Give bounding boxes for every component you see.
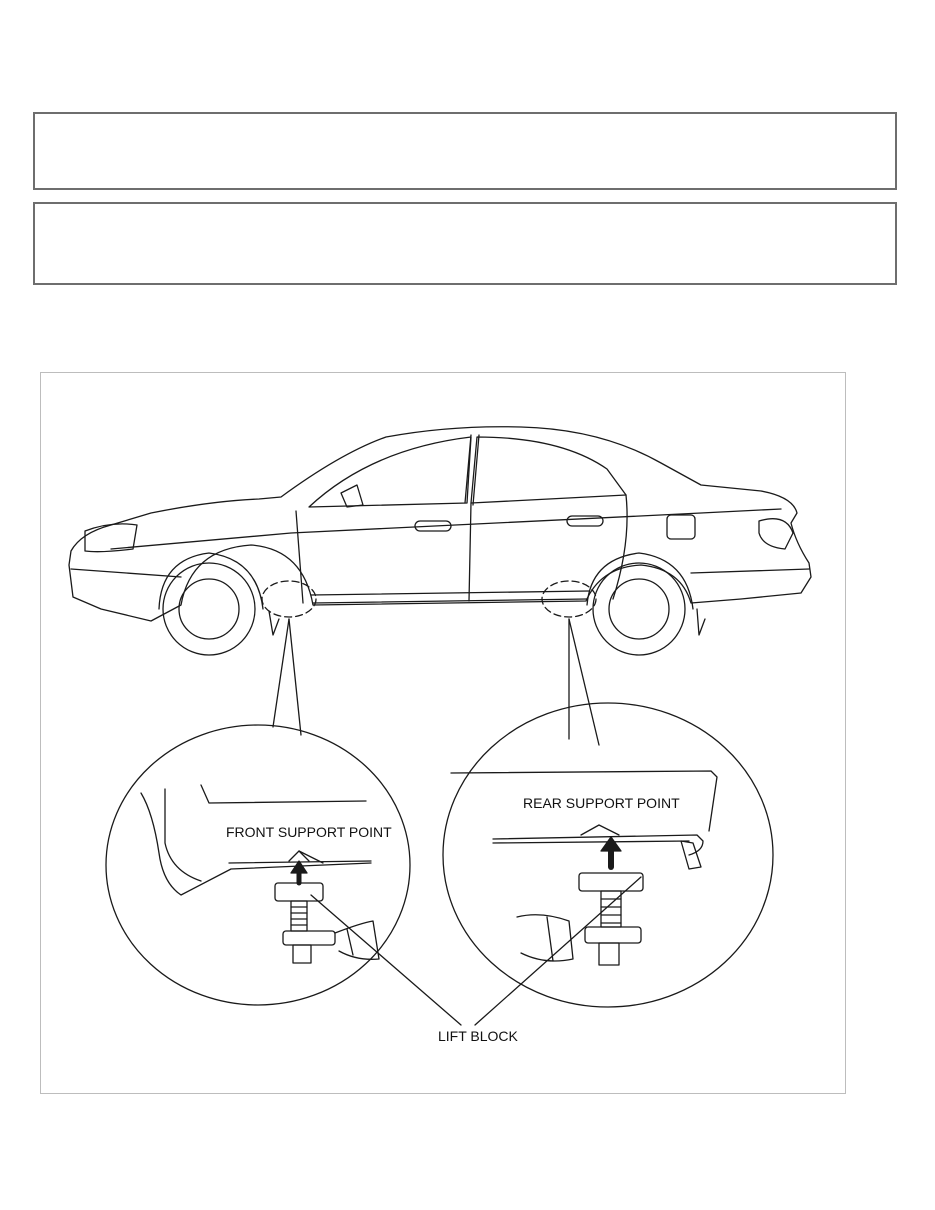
note-box: [33, 112, 897, 190]
rear-support-detail: [443, 703, 773, 1007]
caution-box: [33, 202, 897, 285]
lift-point-figure: [40, 372, 846, 1094]
front-support-detail: [106, 725, 410, 1005]
lift-block-label: LIFT BLOCK: [438, 1028, 518, 1044]
rear-support-point-label: REAR SUPPORT POINT: [523, 795, 680, 811]
front-support-point-label: FRONT SUPPORT POINT: [226, 824, 392, 840]
car-side-view: [69, 427, 811, 655]
callout-leaders: [273, 619, 599, 745]
lift-block-leaders: [311, 877, 641, 1025]
